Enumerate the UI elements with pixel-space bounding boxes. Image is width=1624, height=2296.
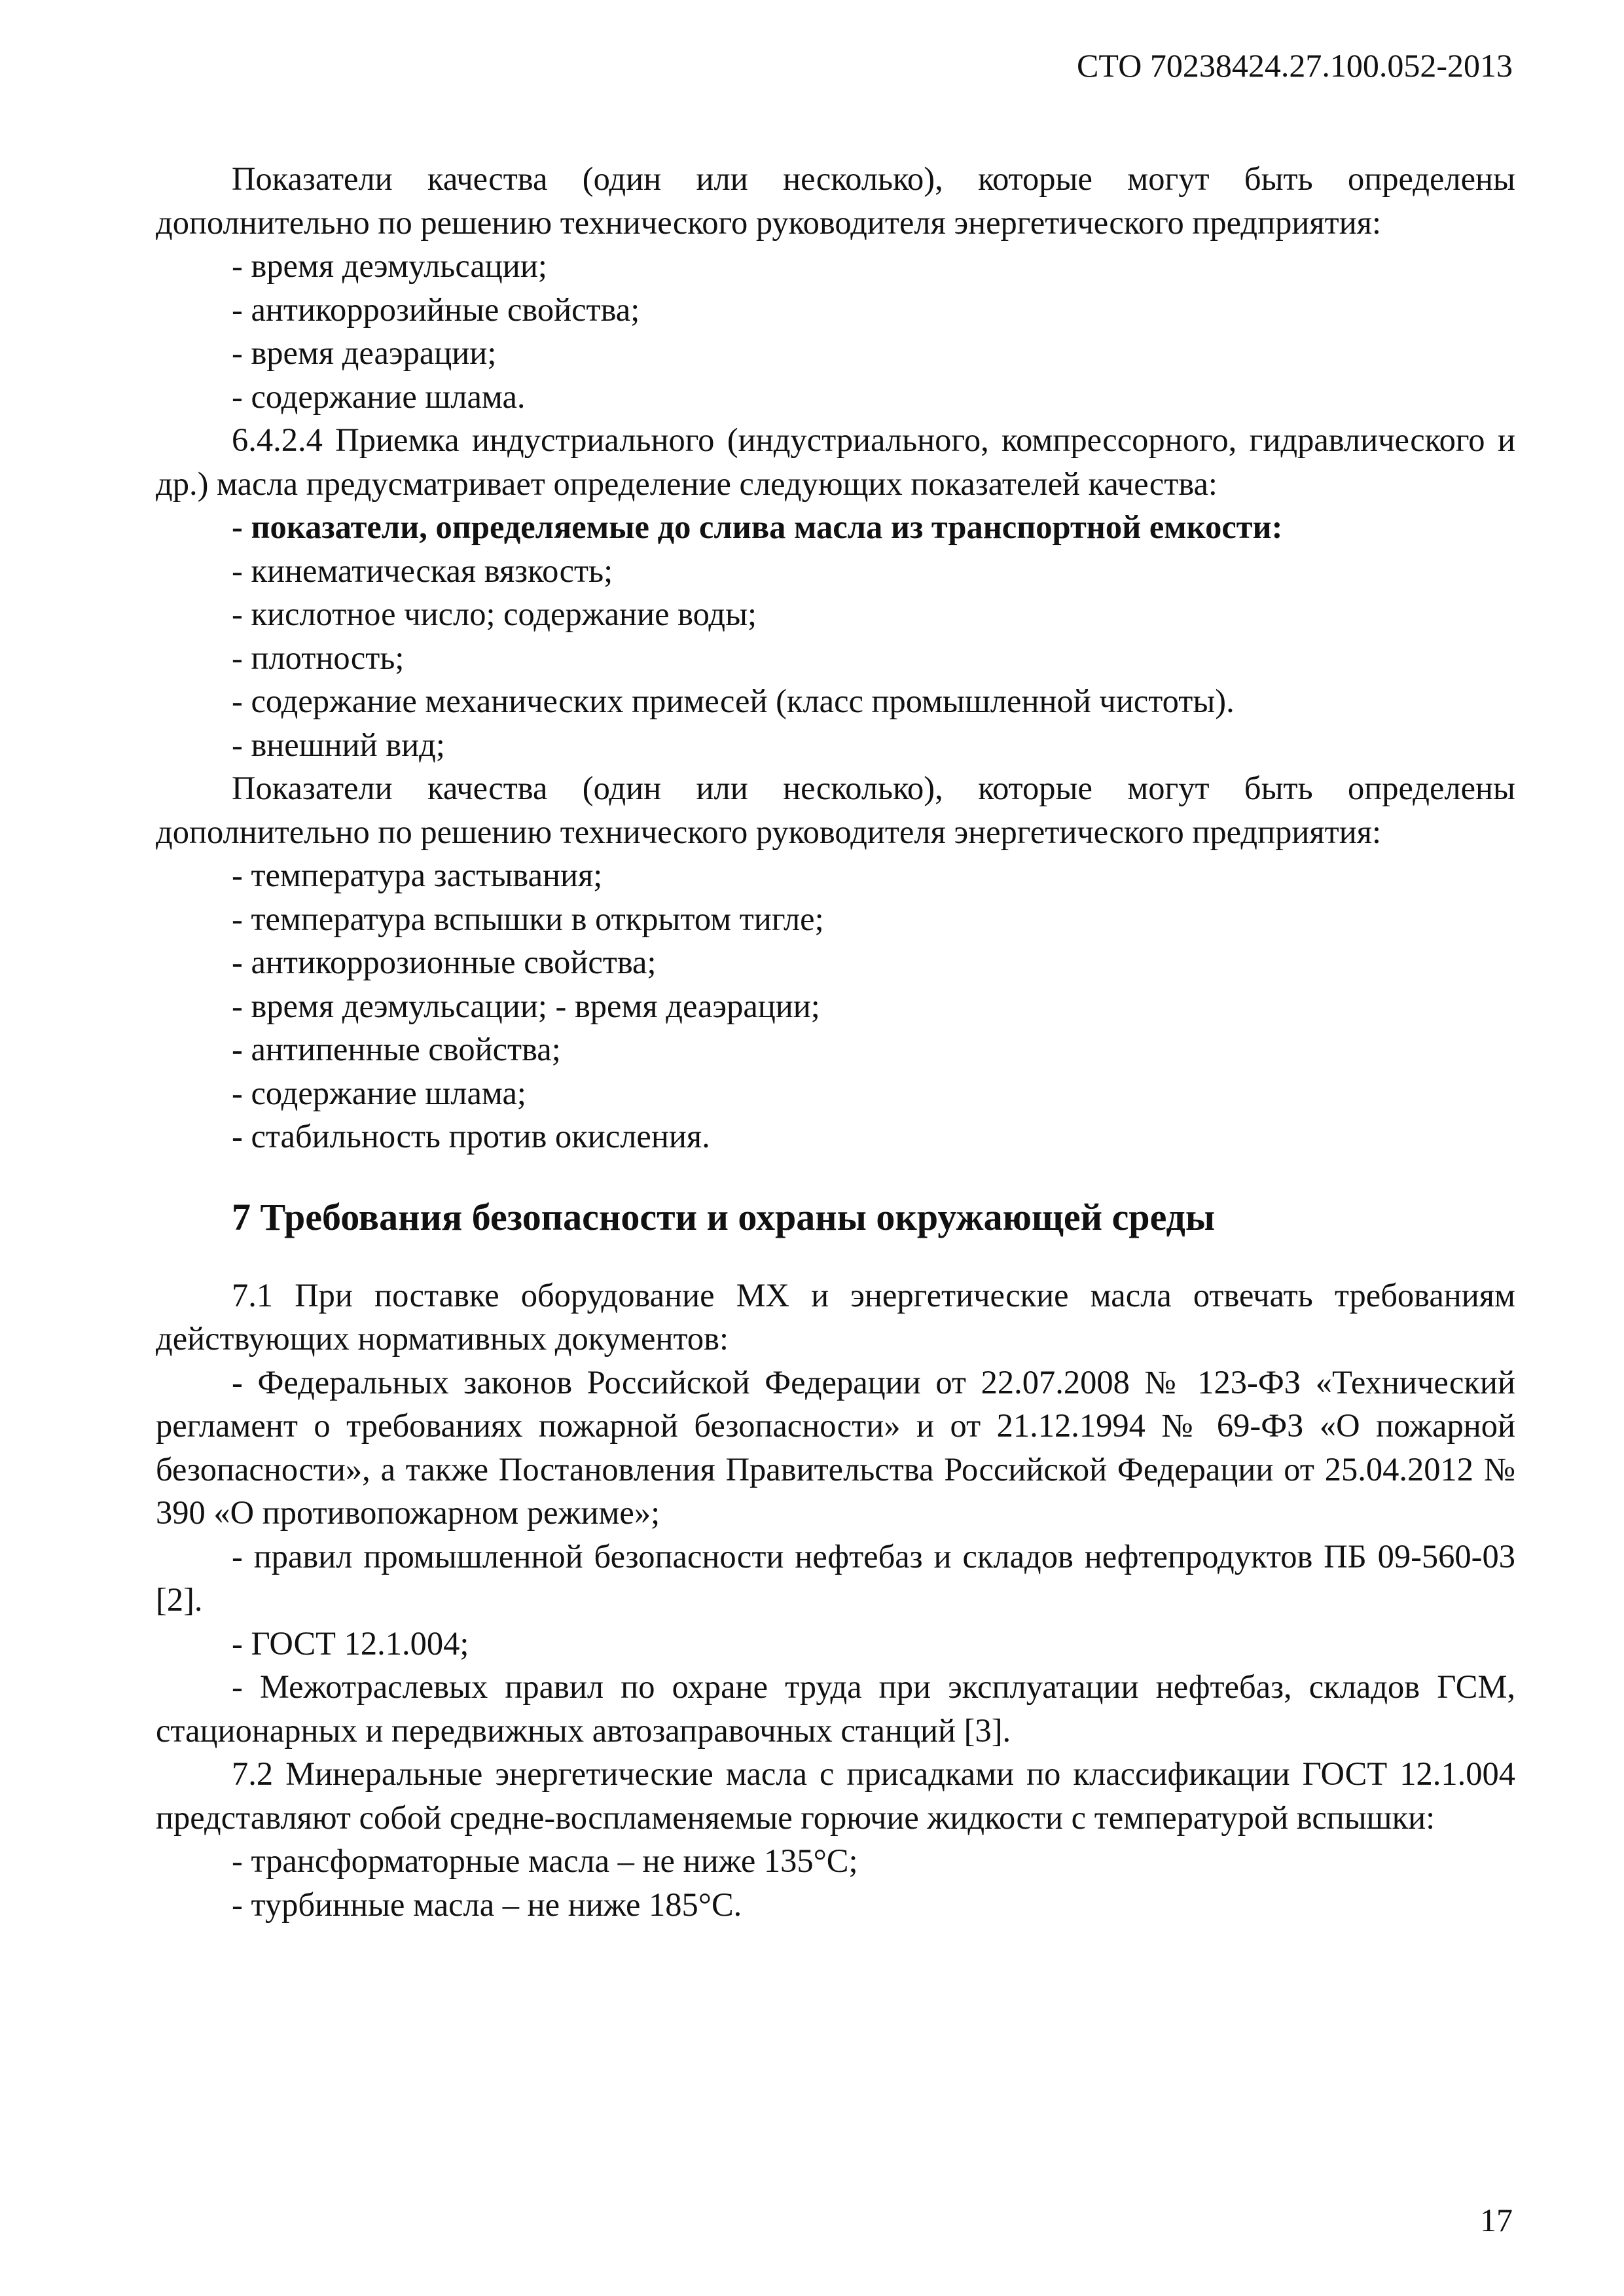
list-item: - трансформаторные масла – не ниже 135°С; — [232, 1842, 858, 1879]
quality-indicators-intro-2: Показатели качества (один или несколько), которые могут быть определены дополнительно по решению технического руководителя энергетического предприятия: — [156, 770, 1515, 850]
list-item: - плотность; — [232, 639, 405, 676]
list-item: - внешний вид; — [232, 726, 445, 763]
federal-laws-item: - Федеральных законов Российской Федерации от 22.07.2008 № 123-ФЗ «Технический регламент о требованиях пожарной безопасности» и от 21.12.1994 № 69-ФЗ «О пожарной безопасности», а также Постановления Правительства Российской Федерации от 25.04.2012 № 390 «О противопожарном режиме»; — [156, 1363, 1515, 1531]
list-item: - стабильность против окисления. — [232, 1118, 710, 1155]
list-item: - кислотное число; содержание воды; — [232, 596, 757, 632]
list-item: - время деэмульсации; - время деаэрации; — [232, 987, 820, 1024]
list-item-bold: - показатели, определяемые до слива масла из транспортной емкости: — [232, 509, 1283, 545]
list-item: - антикоррозионные свойства; — [232, 944, 657, 980]
list-item: - турбинные масла – не ниже 185°С. — [232, 1886, 742, 1923]
clause-7-2: 7.2 Минеральные энергетические масла с присадками по классификации ГОСТ 12.1.004 представляют собой средне-воспламеняемые горючие жидкости с температурой вспышки: — [156, 1755, 1515, 1836]
section-7-heading: 7 Требования безопасности и охраны окружающей среды — [232, 1195, 1216, 1238]
list-item: - температура вспышки в открытом тигле; — [232, 900, 824, 937]
list-item: - содержание шлама; — [232, 1074, 526, 1111]
clause-7-1: 7.1 При поставке оборудование МХ и энергетические масла отвечать требованиям действующих нормативных документов: — [156, 1276, 1515, 1357]
list-item: - время деаэрации; — [232, 334, 497, 371]
list-item: - температура застывания; — [232, 857, 603, 893]
document-code-header: СТО 70238424.27.100.052-2013 — [1077, 47, 1513, 84]
labor-protection-rules-item: - Межотраслевых правил по охране труда при эксплуатации нефтебаз, складов ГСМ, стационарных и передвижных автозаправочных станций [3]. — [156, 1668, 1515, 1749]
list-item: - антикоррозийные свойства; — [232, 291, 640, 328]
list-item: - кинематическая вязкость; — [232, 552, 613, 589]
quality-indicators-intro-1: Показатели качества (один или несколько), которые могут быть определены дополнительно по решению технического руководителя энергетического предприятия: — [156, 160, 1515, 241]
industrial-safety-rules-item: - правил промышленной безопасности нефтебаз и складов нефтепродуктов ПБ 09-560-03 [2]. — [156, 1537, 1515, 1618]
list-item: - время деэмульсации; — [232, 247, 547, 284]
gost-item: - ГОСТ 12.1.004; — [232, 1624, 469, 1662]
page-number: 17 — [1480, 2202, 1513, 2238]
list-item: - содержание механических примесей (класс промышленной чистоты). — [232, 683, 1235, 719]
list-item: - содержание шлама. — [232, 378, 526, 415]
clause-6-4-2-4: 6.4.2.4 Приемка индустриального (индустриального, компрессорного, гидравлического и др.) масла предусматривает определение следующих показателей качества: — [156, 422, 1515, 502]
list-item: - антипенные свойства; — [232, 1031, 561, 1067]
document-body — [156, 157, 1515, 1926]
